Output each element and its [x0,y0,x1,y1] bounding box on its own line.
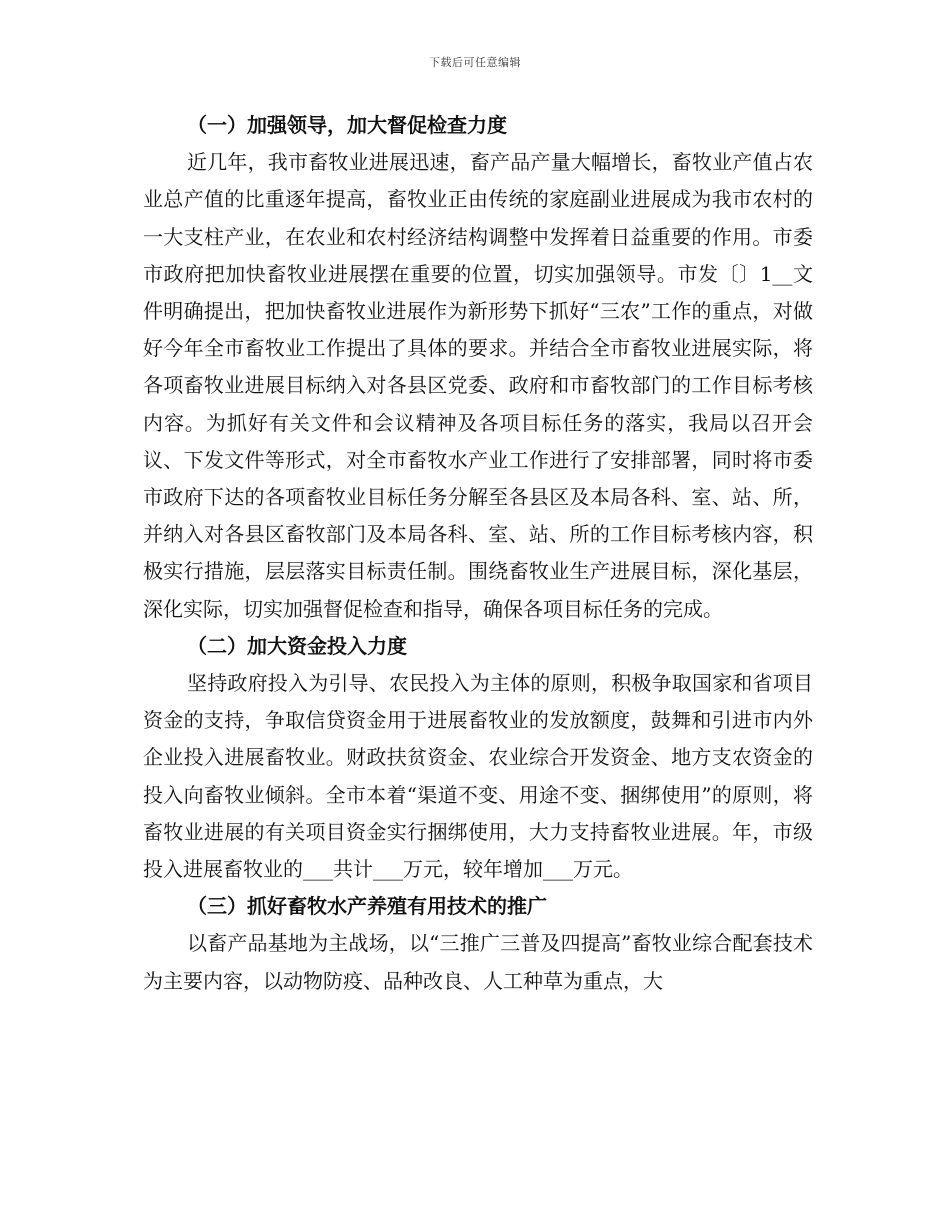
section-paragraph-2: 坚持政府投入为引导、农民投入为主体的原则，积极争取国家和省项目资金的支持，争取信贷资金用于进展畜牧业的发放额度，鼓舞和引进市内外企业投入进展畜牧业。财政扶贫资金、农业综合开发资金、地方支农资金的投入向畜牧业倾斜。全市本着“渠道不变、用途不变、捆绑使用”的原则，将畜牧业进展的有关项目资金实行捆绑使用，大力支持畜牧业进展。年，市级投入进展畜牧业的___共计___万元，较年增加___万元。 [143,671,813,882]
section-paragraph-1: 近几年，我市畜牧业进展迅速，畜产品产量大幅增长，畜牧业产值占农业总产值的比重逐年提高，畜牧业正由传统的家庭副业进展成为我市农村的一大支柱产业，在农业和农村经济结构调整中发挥着日益重要的作用。市委市政府把加快畜牧业进展摆在重要的位置，切实加强领导。市发〔〕1__文件明确提出，把加快畜牧业进展作为新形势下抓好“三农”工作的重点，对做好今年全市畜牧业工作提出了具体的要求。并结合全市畜牧业进展实际，将各项畜牧业进展目标纳入对各县区党委、政府和市畜牧部门的工作目标考核内容。为抓好有关文件和会议精神及各项目标任务的落实，我局以召开会议、下发文件等形式，对全市畜牧水产业工作进行了安排部署，同时将市委市政府下达的各项畜牧业目标任务分解至各县区及本局各科、室、站、所，并纳入对各县区畜牧部门及本局各科、室、站、所的工作目标考核内容，积极实行措施，层层落实目标责任制。围绕畜牧业生产进展目标，深化基层，深化实际，切实加强督促检查和指导，确保各项目标任务的完成。 [143,150,813,621]
section-paragraph-3: 以畜产品基地为主战场，以“三推广三普及四提高”畜牧业综合配套技术为主要内容，以动物防疫、品种改良、人工种草为重点，大 [143,931,813,993]
section-heading-2: （二）加大资金投入力度 [187,633,407,658]
section-heading-1: （一）加强领导，加大督促检查力度 [187,113,507,137]
document-body [143,107,813,1000]
section-heading-3: （三）抓好畜牧水产养殖有用技术的推广 [187,894,547,919]
running-header: 下载后可任意编辑 [429,56,521,69]
